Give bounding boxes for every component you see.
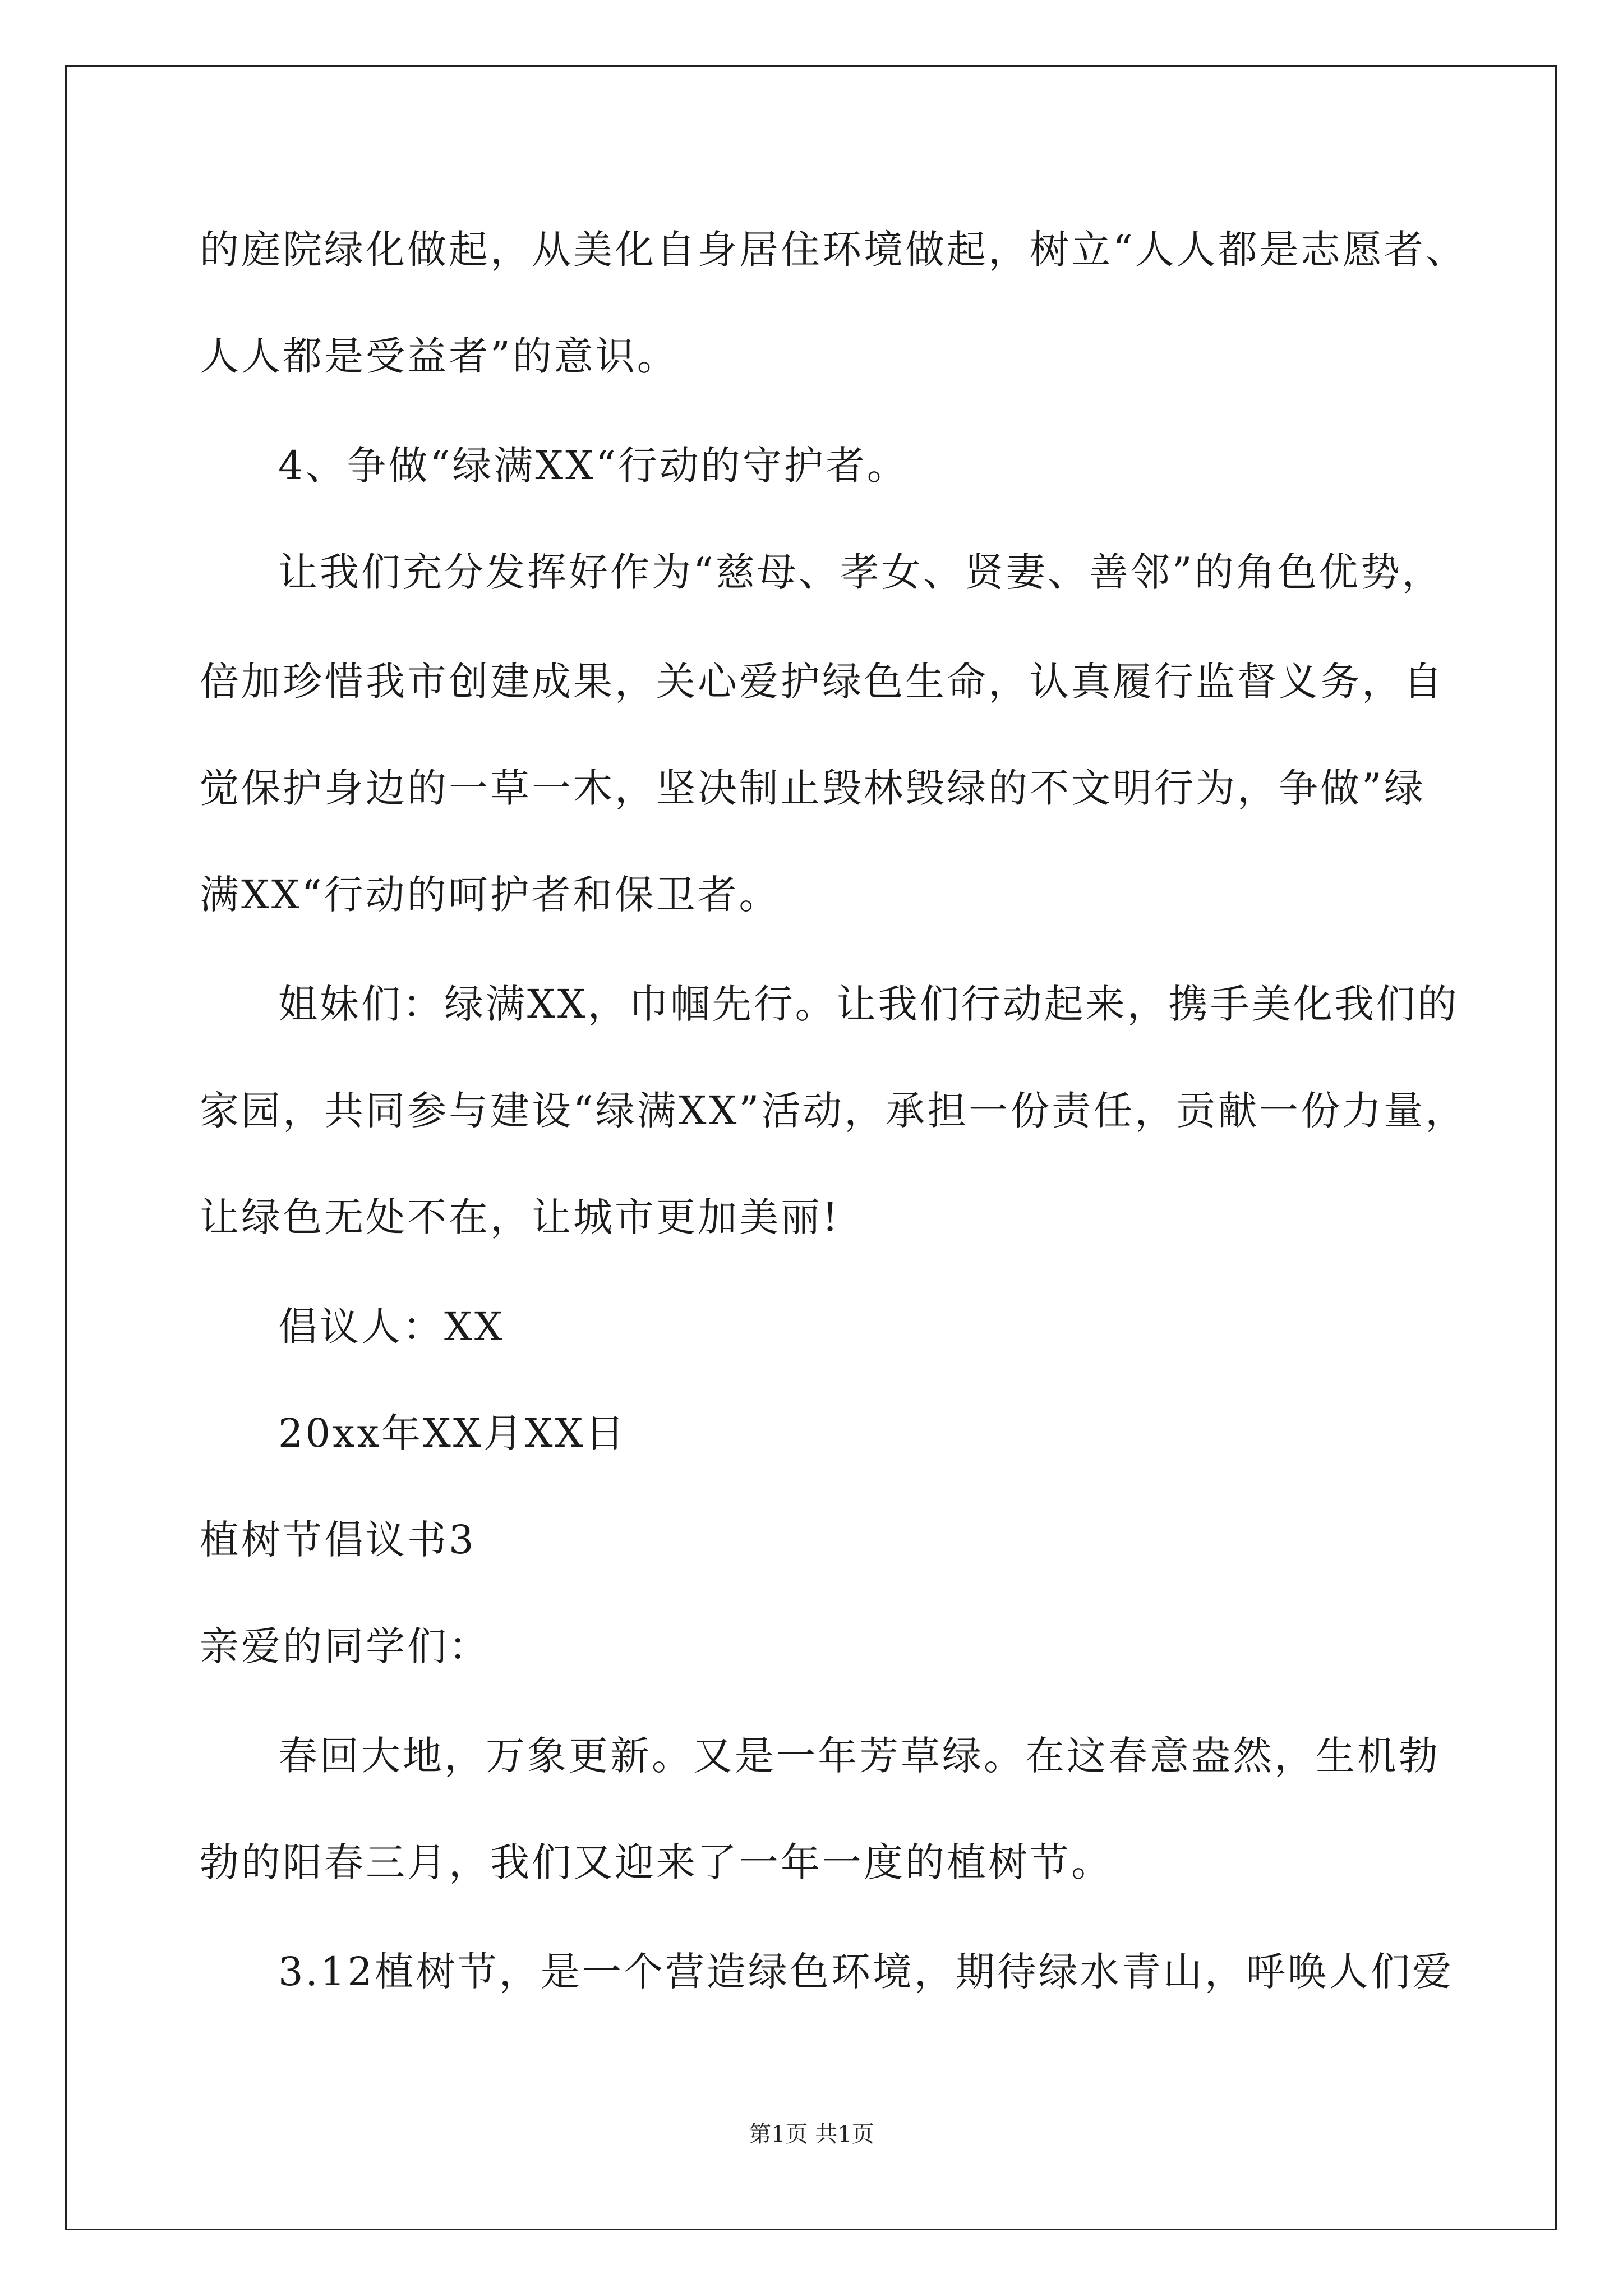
page-border — [65, 65, 1557, 2230]
text-line: 倍加珍惜我市创建成果，关心爱护绿色生命，认真履行监督义务，自 — [200, 659, 1445, 705]
signature-date: 20xx年XX月XX日 — [278, 1410, 627, 1456]
text-line: 家园，共同参与建设“绿满XX”活动，承担一份责任，贡献一份力量， — [200, 1088, 1467, 1134]
text-line: 让绿色无处不在，让城市更加美丽! — [200, 1194, 841, 1240]
salutation: 亲爱的同学们： — [200, 1623, 490, 1669]
text-line: 满XX“行动的呵护者和保卫者。 — [200, 872, 781, 918]
list-item-heading: 4、争做“绿满XX“行动的守护者。 — [278, 443, 909, 489]
text-line: 3.12植树节，是一个营造绿色环境，期待绿水青山，呼唤人们爱 — [278, 1949, 1454, 1995]
text-line: 勃的阳春三月，我们又迎来了一年一度的植树节。 — [200, 1839, 1113, 1885]
text-line: 的庭院绿化做起，从美化自身居住环境做起，树立“人人都是志愿者、 — [200, 227, 1467, 273]
text-line: 春回大地，万象更新。又是一年芳草绿。在这春意盎然，生机勃 — [278, 1733, 1440, 1779]
text-line: 人人都是受益者”的意识。 — [200, 333, 679, 379]
text-line: 让我们充分发挥好作为“慈母、孝女、贤妻、善邻”的角色优势， — [278, 549, 1444, 595]
page-footer: 第1页 共1页 — [749, 2122, 874, 2147]
section-title: 植树节倡议书3 — [200, 1517, 476, 1563]
signature-proposer: 倡议人：XX — [278, 1304, 505, 1350]
text-line: 觉保护身边的一草一木，坚决制止毁林毁绿的不文明行为，争做”绿 — [200, 765, 1426, 811]
text-line: 姐妹们：绿满XX，巾帼先行。让我们行动起来，携手美化我们的 — [278, 981, 1459, 1027]
